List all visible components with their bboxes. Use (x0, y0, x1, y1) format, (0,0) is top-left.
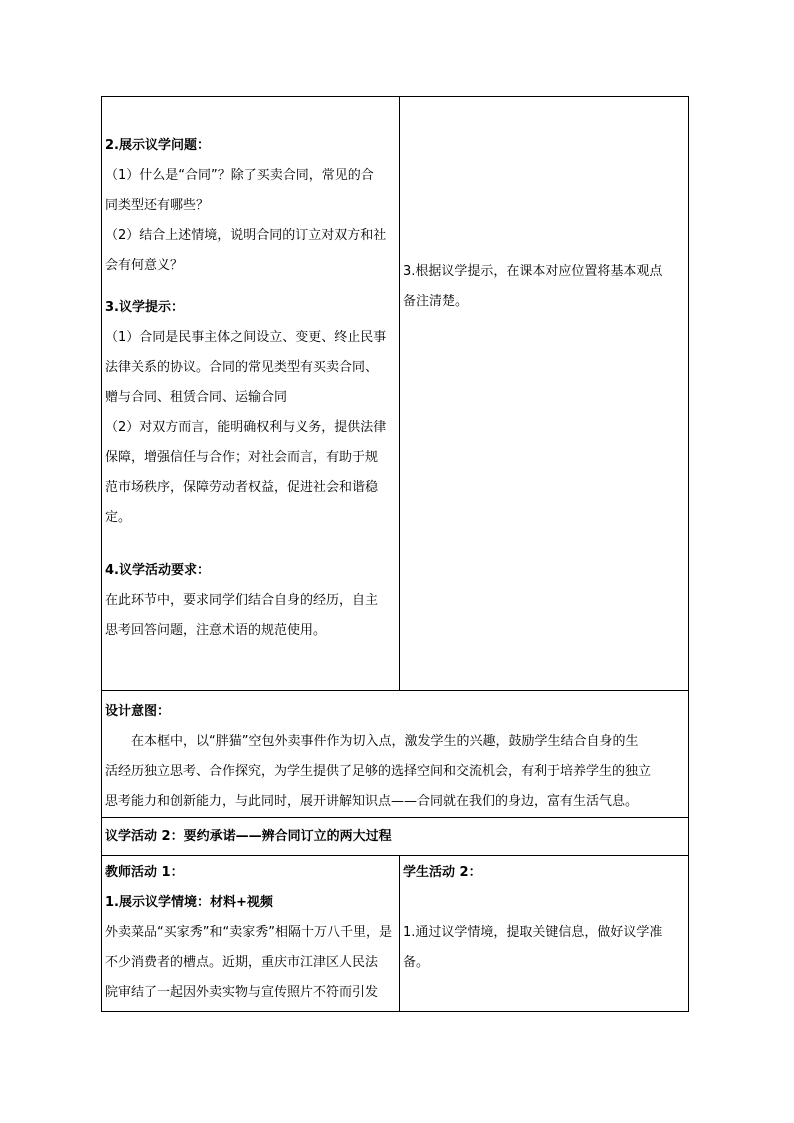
teacher-cell (102, 97, 400, 691)
question-line: （2）结合上述情境，说明合同的订立对双方和社 (105, 228, 387, 243)
hint-line: 定。 (105, 510, 132, 525)
hint-line: 范市场秩序，保障劳动者权益，促进社会和谐稳 (105, 480, 379, 495)
student-activity-cell (400, 856, 689, 1012)
student-activity-heading: 学生活动 2： (403, 865, 482, 880)
teacher-activity-line: 外卖菜品“买家秀”和“卖家秀”相隔十万八千里，是 (105, 925, 392, 940)
section-heading: 3.议学提示： (105, 300, 184, 315)
hint-line: （1）合同是民事主体之间设立、变更、终止民事 (105, 330, 387, 345)
table-row (102, 97, 689, 691)
teacher-activity-cell (102, 856, 400, 1012)
section-heading: 4.议学活动要求： (105, 563, 210, 578)
lesson-plan-table (101, 96, 689, 1012)
activity-title: 议学活动 2：要约承诺——辨合同订立的两大过程 (105, 828, 392, 844)
hint-line: （2）对双方而言，能明确权利与义务，提供法律 (105, 420, 387, 435)
design-intent-heading: 设计意图： (105, 704, 171, 719)
hint-line: 赠与合同、租赁合同、运输合同 (105, 390, 288, 405)
design-intent-line: 活经历独立思考、合作探究，为学生提供了足够的选择空间和交流机会，有利于培养学生的独立 (105, 764, 652, 779)
requirement-line: 在此环节中，要求同学们结合自身的经历，自主 (105, 593, 379, 608)
design-intent-cell (102, 691, 689, 818)
table-row (102, 818, 689, 856)
requirement-line: 思考回答问题，注意术语的规范使用。 (105, 623, 327, 638)
teacher-activity-subheading: 1.展示议学情境：材料+视频 (105, 895, 273, 910)
teacher-activity-line: 不少消费者的槽点。近期，重庆市江津区人民法 (105, 955, 379, 970)
question-line: 会有何意义？ (105, 258, 184, 273)
question-line: （1）什么是“合同”？除了买卖合同，常见的合 (105, 168, 374, 183)
table-row (102, 691, 689, 818)
student-note-line: 3.根据议学提示，在课本对应位置将基本观点 (403, 264, 663, 279)
student-activity-line: 备。 (403, 955, 430, 970)
design-intent-line: 思考能力和创新能力，与此同时，展开讲解知识点——合同就在我们的身边，富有生活气息。 (105, 794, 639, 809)
student-activity-line: 1.通过议学情境，提取关键信息，做好议学准 (403, 925, 663, 940)
table-row (102, 856, 689, 1012)
section-heading: 2.展示议学问题： (105, 138, 210, 153)
hint-line: 法律关系的协议。合同的常见类型有买卖合同、 (105, 360, 379, 375)
student-note-line: 备注清楚。 (403, 294, 469, 309)
activity-title-cell (102, 818, 689, 856)
design-intent-line: 在本框中，以“胖猫”空包外卖事件作为切入点，激发学生的兴趣，鼓励学生结合自身的生 (131, 734, 639, 749)
teacher-activity-heading: 教师活动 1： (105, 865, 184, 880)
hint-line: 保障，增强信任与合作；对社会而言，有助于规 (105, 450, 379, 465)
student-cell (400, 97, 689, 691)
teacher-activity-line: 院审结了一起因外卖实物与宣传照片不符而引发 (105, 985, 379, 1000)
question-line: 同类型还有哪些？ (105, 198, 210, 213)
